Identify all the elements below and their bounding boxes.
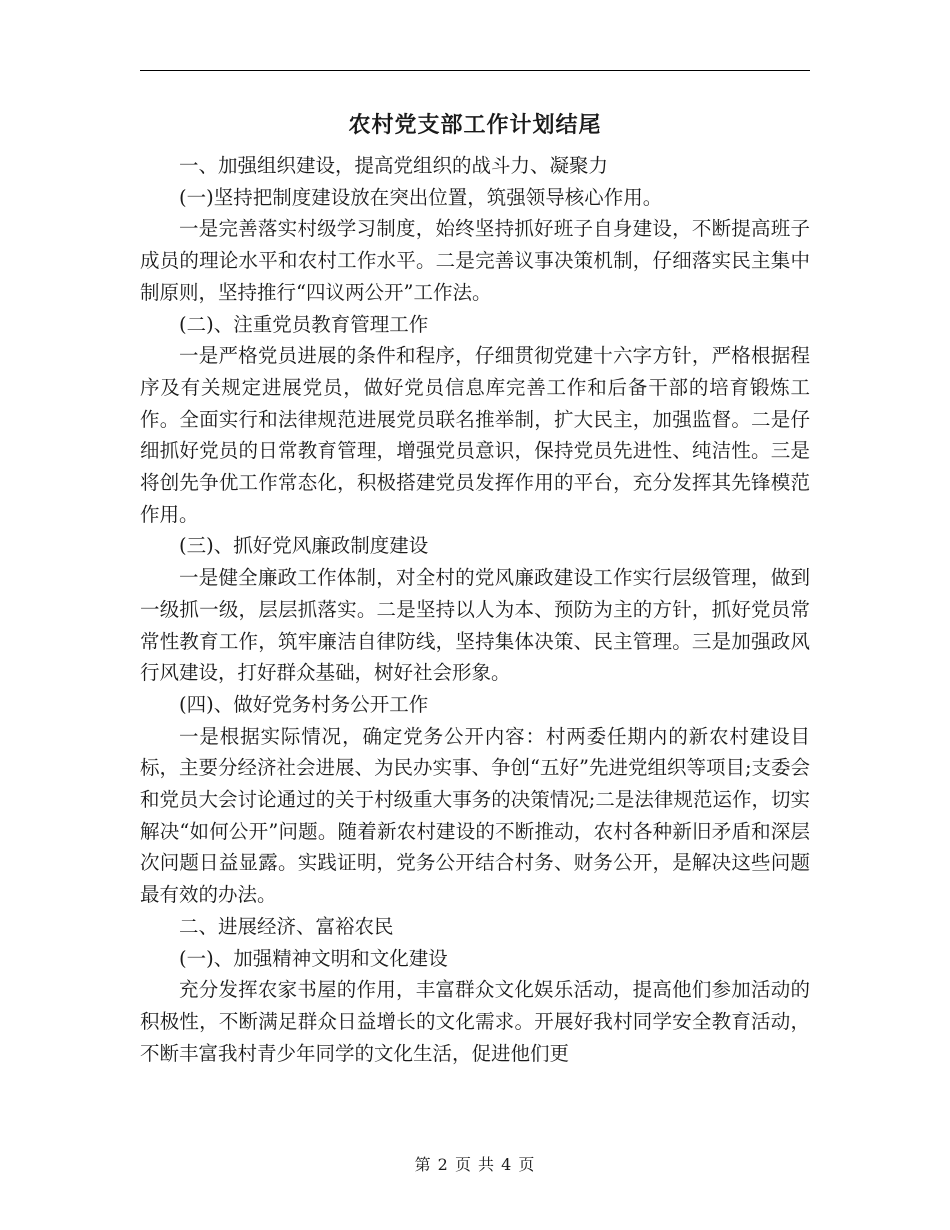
subsection-heading-1-1: (一)坚持把制度建设放在突出位置，筑强领导核心作用。 (179, 185, 663, 209)
subsection-heading-2-1: (一)、加强精神文明和文化建设 (179, 946, 448, 970)
section-heading-1: 一、加强组织建设，提高党组织的战斗力、凝聚力 (179, 154, 609, 177)
subsection-heading-1-2: (二)、注重党员教育管理工作 (179, 312, 429, 336)
body-paragraph: 一是健全廉政工作体制，对全村的党风廉政建设工作实行层级管理，做到一级抓一级，层层抓落实。二是坚持以人为本、预防为主的方针，抓好党员常常性教育工作，筑牢廉洁自律防线，坚持集体决策、民主管理。三是加强政风行风建设，打好群众基础，树好社会形象。 (140, 566, 810, 685)
header-rule (140, 70, 810, 71)
subsection-heading-1-3: (三)、抓好党风廉政制度建设 (179, 534, 429, 558)
body-paragraph: 充分发挥农家书屋的作用，丰富群众文化娱乐活动，提高他们参加活动的积极性，不断满足群众日益增长的文化需求。开展好我村同学安全教育活动，不断丰富我村青少年同学的文化生活，促进他们更 (140, 978, 810, 1065)
body-paragraph: 一是完善落实村级学习制度，始终坚持抓好班子自身建设，不断提高班子成员的理论水平和农村工作水平。二是完善议事决策机制，仔细落实民主集中制原则，坚持推行“四议两公开”工作法。 (140, 217, 810, 304)
body-paragraph: 一是严格党员进展的条件和程序，仔细贯彻党建十六字方针，严格根据程序及有关规定进展党员，做好党员信息库完善工作和后备干部的培育锻炼工作。全面实行和法律规范进展党员联名推举制，扩大民主，加强监督。二是仔细抓好党员的日常教育管理，增强党员意识，保持党员先进性、纯洁性。三是将创先争优工作常态化，积极搭建党员发挥作用的平台，充分发挥其先锋模范作用。 (140, 344, 810, 526)
body-paragraph: 一是根据实际情况，确定党务公开内容：村两委任期内的新农村建设目标，主要分经济社会进展、为民办实事、争创“五好”先进党组织等项目;支委会和党员大会讨论通过的关于村级重大事务的决策情况;二是法律规范运作，切实解决“如何公开”问题。随着新农村建设的不断推动，农村各种新旧矛盾和深层次问题日益显露。实践证明，党务公开结合村务、财务公开，是解决这些问题最有效的办法。 (140, 724, 811, 907)
page-title: 农村党支部工作计划结尾 (348, 112, 602, 138)
section-heading-2: 二、进展经济、富裕农民 (179, 914, 394, 938)
subsection-heading-1-4: (四)、做好党务村务公开工作 (179, 692, 429, 716)
page-number-footer: 第 2 页 共 4 页 (414, 1155, 536, 1174)
document-body (140, 150, 810, 1069)
